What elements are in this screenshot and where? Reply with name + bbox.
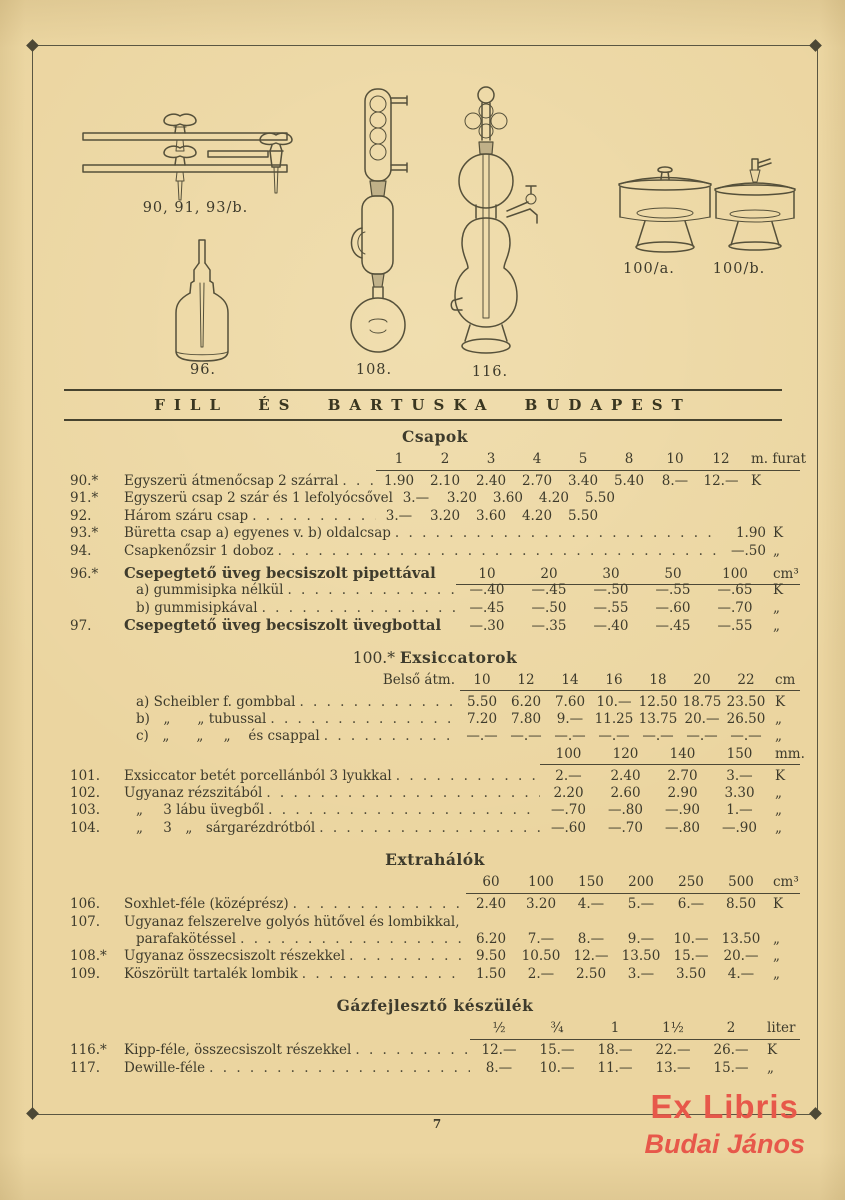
item-label: a) gummisipka nélkül	[136, 582, 284, 599]
price-value: 7.80	[510, 710, 542, 727]
item-label: Kipp-féle, összecsiszolt részekkel	[124, 1042, 352, 1059]
column-header-group	[540, 745, 805, 766]
price-value: —.—	[730, 728, 762, 745]
price-value: 2.40	[610, 767, 641, 784]
column-header	[70, 451, 807, 475]
price-value: —.65	[717, 582, 753, 599]
column-label: 12	[517, 671, 535, 688]
price-value: —.50	[593, 582, 629, 599]
price-value: 5.—	[627, 896, 655, 913]
price-value: 26.—	[713, 1042, 749, 1059]
price-value: —.—	[554, 728, 586, 745]
column-label: 10	[666, 451, 684, 467]
dot-leader	[266, 713, 460, 727]
dot-leader	[345, 950, 466, 964]
column-label: 1	[394, 451, 404, 467]
item-row-117	[70, 1059, 800, 1079]
item-label: Ugyanaz felszerelve golyós hütővel és lombikkal,	[124, 913, 460, 930]
item-label: Ugyanaz rézszitából	[124, 785, 263, 802]
price-value: 26.50	[726, 710, 766, 727]
price-value: 7.60	[554, 693, 586, 710]
stopcocks-figure	[80, 103, 310, 203]
item-label: Egyszerü csap 2 szár és 1 lefolyócsővel	[124, 490, 393, 507]
column-label: 100	[528, 874, 554, 891]
item-label: b) „ „ tubussal	[136, 710, 267, 727]
price-value: 1.50	[475, 965, 507, 982]
item-row-93	[70, 527, 800, 544]
price-value: 3.40	[567, 473, 599, 489]
price-value: 6.—	[677, 896, 705, 913]
column-header-lead: Belső átm.	[382, 671, 455, 688]
item-row-94	[70, 542, 800, 562]
column-label: ¾	[550, 1020, 564, 1037]
column-label: 50	[664, 565, 682, 582]
price-unit: „	[773, 618, 780, 635]
item-number: 117.	[70, 1059, 101, 1076]
price-value: 3.60	[492, 490, 523, 507]
company-banner	[64, 389, 782, 421]
price-value: 11.—	[597, 1059, 633, 1076]
price-value: 6.20	[510, 693, 542, 710]
price-value: —.70	[551, 802, 586, 819]
price-unit: K	[767, 1042, 778, 1059]
price-value: 2.70	[521, 473, 553, 489]
item-row-116	[70, 1044, 800, 1061]
price-unit: K	[773, 525, 784, 542]
column-unit: cm³	[773, 565, 799, 582]
kipp-apparatus-figure	[446, 84, 541, 370]
dot-leader	[274, 545, 720, 559]
price-value: 1.90	[735, 525, 766, 542]
item-number: 93.*	[70, 525, 99, 542]
price-value: —.40	[593, 618, 629, 635]
column-label: 20	[693, 671, 711, 688]
item-label: c) „ „ „ és csappal	[136, 728, 320, 745]
column-label: 1	[610, 1020, 620, 1037]
price-value: —.60	[655, 599, 691, 616]
price-value: 3.—	[627, 965, 655, 982]
price-value: 2.50	[575, 965, 607, 982]
item-number: 116.*	[70, 1042, 107, 1059]
column-label: 5	[578, 451, 588, 467]
price-value: 10.50	[521, 948, 561, 965]
column-label: 100	[722, 565, 748, 582]
price-value: —.45	[655, 618, 691, 635]
dot-leader	[351, 1044, 470, 1058]
price-value: 2.10	[429, 473, 461, 489]
dot-leader	[338, 475, 376, 489]
price-value: 5.50	[584, 490, 615, 507]
price-value: 4.20	[538, 490, 569, 507]
price-unit: „	[773, 965, 780, 982]
price-value: —.55	[717, 618, 753, 635]
price-value: —.45	[469, 599, 505, 616]
column-header	[70, 671, 800, 696]
price-unit: „	[767, 1059, 774, 1076]
price-value: 11.25	[594, 710, 634, 727]
column-unit: liter	[767, 1020, 796, 1037]
soxhlet-label: 108.	[355, 362, 393, 378]
column-header	[70, 1022, 800, 1044]
price-value: 3.—	[726, 767, 753, 784]
price-unit: K	[775, 767, 786, 784]
price-value: —.—	[598, 728, 630, 745]
price-value: —.—	[642, 728, 674, 745]
section-heading-text: Extrahálók	[385, 850, 485, 870]
column-label: 120	[612, 745, 639, 762]
price-value: 20.—	[723, 948, 759, 965]
column-label: 60	[482, 874, 500, 891]
dropper-bottle-label: 96.	[189, 362, 217, 378]
item-number: 108.*	[70, 948, 107, 965]
item-row-97	[70, 619, 800, 636]
price-value: 18.75	[682, 693, 722, 710]
item-label: „ 3 lábu üvegből	[136, 802, 265, 819]
column-label: 500	[728, 874, 754, 891]
price-value: —.80	[608, 802, 643, 819]
price-unit: „	[775, 802, 782, 819]
column-label: 30	[602, 565, 620, 582]
item-number: 94.	[70, 542, 92, 559]
dot-leader	[392, 770, 540, 784]
price-unit: K	[773, 896, 784, 913]
item-label: b) gummisipkával	[136, 599, 258, 616]
price-value: 10.—	[596, 693, 632, 710]
column-label: 150	[578, 874, 604, 891]
column-unit: cm	[775, 671, 796, 688]
item-number: 96.*	[70, 565, 99, 582]
section-heading-text: Csapok	[401, 427, 469, 446]
dot-leader	[205, 1062, 470, 1076]
kipp-apparatus-label: 116.	[471, 364, 509, 380]
item-number: 102.	[70, 785, 101, 802]
section-heading-prefix: 100.*	[352, 648, 400, 667]
column-label: 4	[532, 451, 542, 467]
item-label: Exsiccator betét porcellánból 3 lyukkal	[124, 767, 392, 784]
column-label: ½	[492, 1020, 506, 1037]
item-number: 106.	[70, 896, 101, 913]
price-value: 3.—	[385, 507, 413, 524]
desiccator-b-label: 100/b.	[712, 261, 766, 277]
column-label: 2	[440, 451, 450, 467]
price-unit: K	[773, 582, 784, 599]
price-value: 15.—	[673, 948, 709, 965]
price-value: 13.50	[621, 948, 661, 965]
dot-leader	[236, 933, 466, 947]
price-list	[70, 427, 807, 1079]
column-header	[70, 876, 800, 898]
dropper-bottle-figure	[167, 237, 237, 363]
column-header-group	[460, 671, 800, 692]
price-value: 3.20	[525, 896, 557, 913]
item-row-109	[70, 965, 800, 985]
price-value: 12.50	[638, 693, 678, 710]
price-value: 9.50	[475, 948, 507, 965]
item-label: Csepegtető üveg becsiszolt pipettával	[124, 564, 436, 582]
price-value: —.—	[686, 728, 718, 745]
column-label: 1½	[662, 1020, 684, 1037]
ex-libris-line1: Ex Libris	[650, 1088, 799, 1125]
item-number: 107.	[70, 913, 101, 930]
item-label: Egyszerü átmenőcsap 2 szárral	[124, 473, 339, 489]
price-value: 10.—	[539, 1059, 575, 1076]
price-value: —.50	[731, 542, 766, 559]
item-label: a) Scheibler f. gombbal	[136, 693, 296, 710]
price-value: 2.20	[553, 785, 584, 802]
item-label: Büretta csap a) egyenes v. b) oldalcsap	[124, 525, 391, 542]
price-value: —.90	[665, 802, 700, 819]
price-unit: „	[773, 948, 780, 965]
price-value: 4.20	[521, 507, 553, 524]
column-label: 200	[628, 874, 654, 891]
price-unit: „	[775, 728, 782, 745]
item-number: 91.*	[70, 490, 99, 507]
price-value: 2.—	[555, 767, 582, 784]
item-label: parafakötéssel	[136, 931, 237, 948]
price-unit: „	[773, 542, 780, 559]
price-value: —.—	[510, 728, 542, 745]
column-header-group	[376, 451, 807, 471]
price-value: —.50	[531, 599, 567, 616]
ex-libris-line2: Budai János	[644, 1128, 805, 1159]
price-value: 5.40	[613, 473, 645, 489]
price-value: 12.—	[573, 948, 609, 965]
price-value: —.70	[608, 819, 643, 836]
company-name: FILL ÉS BARTUSKA BUDAPEST	[154, 396, 692, 414]
section-heading-text: Exsiccatorok	[399, 647, 518, 667]
column-unit: cm³	[773, 874, 799, 891]
dot-leader	[258, 602, 456, 616]
price-unit: K	[775, 693, 786, 710]
item-label: Köszörült tartalék lombik	[124, 965, 298, 982]
price-value: 7.—	[527, 931, 555, 948]
price-value: 2.90	[667, 785, 698, 802]
price-value: 15.—	[539, 1042, 575, 1059]
column-label: 8	[624, 451, 634, 467]
item-label: Soxhlet-féle (középrész)	[124, 896, 289, 913]
dot-leader	[283, 584, 456, 598]
price-unit: K	[751, 473, 762, 489]
price-value: 4.—	[577, 896, 605, 913]
section-csapok	[70, 427, 807, 637]
price-value: 18.—	[597, 1042, 633, 1059]
price-value: 4.—	[727, 965, 755, 982]
price-unit: „	[775, 785, 782, 802]
section-heading-text: Gázfejlesztő készülék	[336, 996, 534, 1016]
column-label: 150	[726, 745, 753, 762]
price-value: —.80	[665, 819, 700, 836]
price-value: 5.50	[466, 693, 498, 710]
section-gazfejleszto	[70, 998, 800, 1079]
price-value: 2.40	[475, 896, 507, 913]
desiccator-a-label: 100/a.	[623, 261, 675, 277]
dot-leader	[391, 527, 720, 541]
price-value: 3.20	[446, 490, 477, 507]
section-exsiccatorok	[70, 647, 805, 840]
column-label: 2	[726, 1020, 736, 1037]
price-value: 9.—	[556, 710, 584, 727]
ex-libris-stamp	[644, 1090, 805, 1158]
price-unit: „	[775, 710, 782, 727]
price-value: 9.—	[627, 931, 655, 948]
price-value: —.30	[469, 618, 505, 635]
price-unit: „	[773, 599, 780, 616]
price-value: 2.40	[475, 473, 507, 489]
item-label: Három száru csap	[124, 507, 249, 524]
column-label: 14	[561, 671, 579, 688]
item-label: Csepegtető üveg becsiszolt üvegbottal	[124, 617, 442, 635]
column-label: 16	[605, 671, 623, 688]
price-value: —.55	[655, 582, 691, 599]
item-number: 109.	[70, 965, 101, 982]
price-value: 7.20	[466, 710, 498, 727]
column-header-group	[466, 876, 800, 894]
price-value: 8.—	[661, 473, 689, 489]
dot-leader	[298, 968, 466, 982]
price-value: 20.—	[684, 710, 720, 727]
item-row-104	[70, 819, 800, 839]
dot-leader	[295, 696, 460, 710]
price-value: —.60	[551, 819, 586, 836]
price-value: 3.20	[429, 507, 461, 524]
section-extrahalok	[70, 852, 800, 985]
price-value: 5.50	[567, 507, 599, 524]
column-label: 3	[486, 451, 496, 467]
section-heading-exsiccatorok	[70, 647, 800, 668]
price-value: 22.—	[655, 1042, 691, 1059]
price-value: —.40	[469, 582, 505, 599]
column-label: 10	[478, 565, 496, 582]
price-value: 12.—	[703, 473, 739, 489]
price-value: 1.90	[383, 473, 415, 489]
price-value: 13.—	[655, 1059, 691, 1076]
item-number: 90.*	[70, 473, 99, 489]
item-label: „ 3 „ sárgarézdrótból	[136, 819, 316, 836]
price-value: 3.60	[475, 507, 507, 524]
price-value: 2.—	[527, 965, 555, 982]
page-number: 7	[432, 1117, 442, 1131]
column-unit: mm.	[775, 745, 805, 762]
price-value: —.45	[531, 582, 567, 599]
item-number: 97.	[70, 618, 92, 635]
column-label: 12	[712, 451, 730, 467]
column-label: 20	[540, 565, 558, 582]
price-unit: „	[775, 819, 782, 836]
section-heading-extrahalok	[70, 852, 800, 870]
price-value: 3.50	[675, 965, 707, 982]
price-unit: „	[773, 931, 780, 948]
soxhlet-figure	[337, 86, 417, 364]
stopcocks-label: 90, 91, 93/b.	[142, 200, 249, 216]
price-value: 3.30	[724, 785, 755, 802]
column-label: 250	[678, 874, 704, 891]
section-heading-csapok	[70, 429, 800, 447]
price-value: 2.60	[610, 785, 641, 802]
price-value: 10.—	[673, 931, 709, 948]
price-value: —.55	[593, 599, 629, 616]
desiccators-figure	[603, 156, 803, 268]
column-label: 100	[555, 745, 582, 762]
item-label: Csapkenőzsir 1 doboz	[124, 542, 274, 559]
item-number: 101.	[70, 767, 101, 784]
column-header-group	[470, 1022, 800, 1040]
price-value: 3.—	[402, 490, 430, 507]
item-number: 103.	[70, 802, 101, 819]
price-value: 13.75	[638, 710, 678, 727]
column-label: 10	[473, 671, 491, 688]
item-number: 92.	[70, 507, 92, 524]
column-label: 18	[649, 671, 667, 688]
dot-leader	[262, 787, 540, 801]
column-label: 22	[737, 671, 755, 688]
price-value: 8.—	[485, 1059, 513, 1076]
item-number: 104.	[70, 819, 101, 836]
dot-leader	[264, 804, 540, 818]
price-value: —.90	[722, 819, 757, 836]
section-heading-gazfejleszto	[70, 998, 800, 1016]
price-value: 15.—	[713, 1059, 749, 1076]
dot-leader	[315, 822, 540, 836]
price-value: 1.—	[726, 802, 753, 819]
price-value: 13.50	[721, 931, 761, 948]
dot-leader	[248, 510, 376, 524]
dot-leader	[289, 898, 466, 912]
dot-leader	[320, 730, 460, 744]
item-label: Dewille-féle	[124, 1059, 206, 1076]
price-value: 8.50	[725, 896, 757, 913]
price-value: 12.—	[481, 1042, 517, 1059]
price-value: —.35	[531, 618, 567, 635]
column-header	[70, 745, 805, 770]
item-label: Ugyanaz összecsiszolt részekkel	[124, 948, 346, 965]
price-value: —.—	[466, 728, 498, 745]
price-value: 2.70	[667, 767, 698, 784]
price-value: 8.—	[577, 931, 605, 948]
price-value: 23.50	[726, 693, 766, 710]
column-unit: m. furat	[751, 451, 807, 467]
column-label: 140	[669, 745, 696, 762]
price-value: —.70	[717, 599, 753, 616]
price-value: 6.20	[475, 931, 507, 948]
